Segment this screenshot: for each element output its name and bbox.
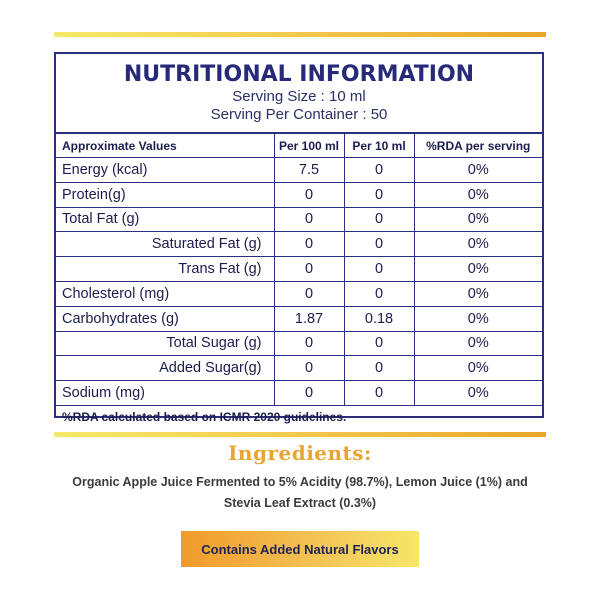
- per-10ml-value: 0: [344, 331, 414, 356]
- ingredients-line-2: Stevia Leaf Extract (0.3%): [223, 496, 377, 510]
- per-100ml-value: 0: [274, 356, 344, 381]
- serving-per-container: Serving Per Container : 50: [210, 106, 388, 123]
- ingredients-line-1: Organic Apple Juice Fermented to 5% Acidity (98.7%), Lemon Juice (1%) and: [72, 475, 528, 489]
- rda-value: 0%: [414, 356, 542, 381]
- nutrition-header: [56, 54, 542, 134]
- per-100ml-value: 0: [274, 381, 344, 406]
- rda-value: 0%: [414, 232, 542, 257]
- per-10ml-value: 0: [344, 182, 414, 207]
- nutrition-title: NUTRITIONAL INFORMATION: [123, 62, 475, 87]
- per-100ml-value: 0: [274, 281, 344, 306]
- rda-footnote: %RDA calculated based on ICMR 2020 guidelines.: [56, 405, 542, 429]
- per-100ml-value: 0: [274, 257, 344, 282]
- row-label: Protein(g): [56, 182, 274, 207]
- row-label: Energy (kcal): [56, 158, 274, 183]
- per-100ml-value: 7.5: [274, 158, 344, 183]
- per-100ml-value: 1.87: [274, 306, 344, 331]
- table-row: [56, 182, 542, 207]
- natural-flavors-badge: [181, 531, 419, 567]
- nutrition-table: [56, 134, 542, 429]
- per-100ml-value: 0: [274, 182, 344, 207]
- table-header-row: [56, 134, 542, 158]
- table-row: [56, 207, 542, 232]
- footnote-row: [56, 405, 542, 429]
- top-gold-rule: [54, 32, 546, 37]
- col-header-per-100ml: Per 100 ml: [274, 134, 344, 158]
- table-row: [56, 158, 542, 183]
- per-100ml-value: 0: [274, 232, 344, 257]
- per-10ml-value: 0: [344, 381, 414, 406]
- per-100ml-value: 0: [274, 207, 344, 232]
- rda-value: 0%: [414, 182, 542, 207]
- rda-value: 0%: [414, 207, 542, 232]
- per-10ml-value: 0: [344, 207, 414, 232]
- table-row: [56, 257, 542, 282]
- rda-value: 0%: [414, 281, 542, 306]
- per-10ml-value: 0: [344, 232, 414, 257]
- per-10ml-value: 0: [344, 281, 414, 306]
- rda-value: 0%: [414, 158, 542, 183]
- ingredients-title: Ingredients:: [228, 441, 372, 465]
- per-10ml-value: 0: [344, 257, 414, 282]
- table-row: [56, 381, 542, 406]
- natural-flavors-label: Contains Added Natural Flavors: [201, 541, 399, 557]
- table-row: [56, 232, 542, 257]
- per-10ml-value: 0: [344, 356, 414, 381]
- row-label: Sodium (mg): [56, 381, 274, 406]
- per-10ml-value: 0: [344, 158, 414, 183]
- nutrition-panel: [54, 52, 544, 425]
- table-row: [56, 281, 542, 306]
- rda-value: 0%: [414, 257, 542, 282]
- col-header-per-10ml: Per 10 ml: [344, 134, 414, 158]
- row-label: Trans Fat (g): [56, 257, 274, 282]
- serving-size: Serving Size : 10 ml: [232, 88, 366, 105]
- bottom-gold-rule: [54, 432, 546, 437]
- table-row: [56, 331, 542, 356]
- table-row: [56, 306, 542, 331]
- row-label: Cholesterol (mg): [56, 281, 274, 306]
- ingredients-text: [60, 472, 540, 514]
- row-label: Added Sugar(g): [56, 356, 274, 381]
- rda-value: 0%: [414, 306, 542, 331]
- rda-value: 0%: [414, 381, 542, 406]
- table-row: [56, 356, 542, 381]
- per-100ml-value: 0: [274, 331, 344, 356]
- col-header-rda: %RDA per serving: [414, 134, 542, 158]
- row-label: Total Fat (g): [56, 207, 274, 232]
- row-label: Total Sugar (g): [56, 331, 274, 356]
- row-label: Saturated Fat (g): [56, 232, 274, 257]
- rda-value: 0%: [414, 331, 542, 356]
- row-label: Carbohydrates (g): [56, 306, 274, 331]
- col-header-approx-values: Approximate Values: [56, 134, 274, 158]
- per-10ml-value: 0.18: [344, 306, 414, 331]
